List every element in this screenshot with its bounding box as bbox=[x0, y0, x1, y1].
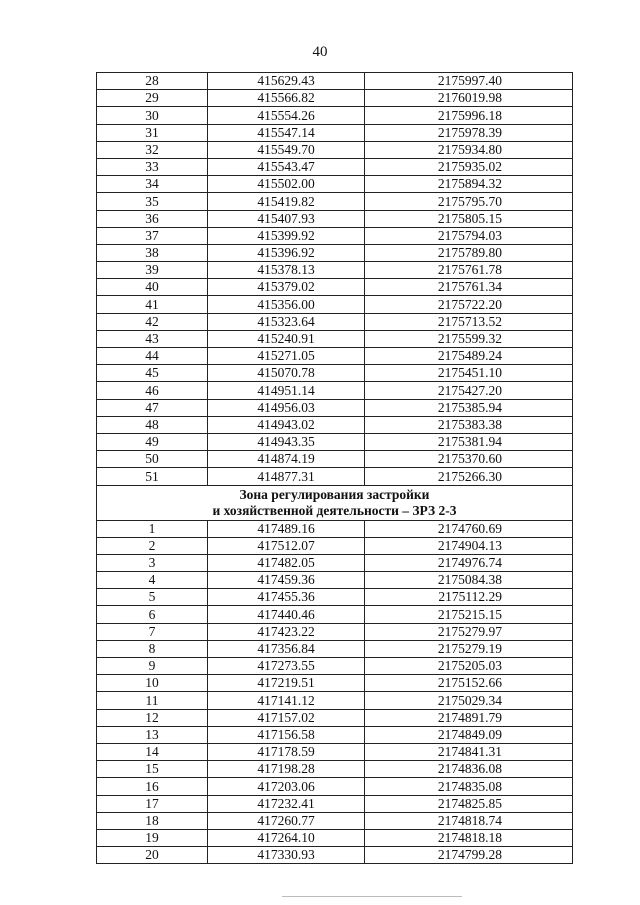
y-coordinate-cell: 2174818.18 bbox=[365, 829, 573, 846]
point-number-cell: 8 bbox=[97, 640, 208, 657]
y-coordinate-cell: 2174891.79 bbox=[365, 709, 573, 726]
point-number-cell: 30 bbox=[97, 107, 208, 124]
zone-title-line2: и хозяйственной деятельности – ЗРЗ 2-3 bbox=[212, 502, 457, 518]
y-coordinate-cell: 2175370.60 bbox=[365, 451, 573, 468]
table-row bbox=[97, 416, 573, 433]
point-number-cell: 13 bbox=[97, 726, 208, 743]
point-number-cell: 16 bbox=[97, 778, 208, 795]
point-number-cell: 35 bbox=[97, 193, 208, 210]
point-number-cell: 33 bbox=[97, 158, 208, 175]
table-row bbox=[97, 124, 573, 141]
x-coordinate-cell: 415356.00 bbox=[208, 296, 365, 313]
point-number-cell: 29 bbox=[97, 90, 208, 107]
y-coordinate-cell: 2175279.19 bbox=[365, 640, 573, 657]
x-coordinate-cell: 415407.93 bbox=[208, 210, 365, 227]
x-coordinate-cell: 417157.02 bbox=[208, 709, 365, 726]
point-number-cell: 31 bbox=[97, 124, 208, 141]
table-row bbox=[97, 382, 573, 399]
y-coordinate-cell: 2175935.02 bbox=[365, 158, 573, 175]
x-coordinate-cell: 415554.26 bbox=[208, 107, 365, 124]
y-coordinate-cell: 2175385.94 bbox=[365, 399, 573, 416]
point-number-cell: 45 bbox=[97, 365, 208, 382]
y-coordinate-cell: 2175722.20 bbox=[365, 296, 573, 313]
table-row bbox=[97, 468, 573, 485]
table-row bbox=[97, 141, 573, 158]
y-coordinate-cell: 2175761.78 bbox=[365, 262, 573, 279]
point-number-cell: 10 bbox=[97, 675, 208, 692]
table-row bbox=[97, 829, 573, 846]
x-coordinate-cell: 417219.51 bbox=[208, 675, 365, 692]
x-coordinate-cell: 417141.12 bbox=[208, 692, 365, 709]
table-row bbox=[97, 73, 573, 90]
point-number-cell: 40 bbox=[97, 279, 208, 296]
table-row bbox=[97, 589, 573, 606]
zone-title-line1: Зона регулирования застройки bbox=[239, 486, 430, 502]
bottom-rule bbox=[282, 896, 462, 897]
y-coordinate-cell: 2175205.03 bbox=[365, 658, 573, 675]
y-coordinate-cell: 2175794.03 bbox=[365, 227, 573, 244]
table-row bbox=[97, 313, 573, 330]
table-row bbox=[97, 812, 573, 829]
x-coordinate-cell: 415543.47 bbox=[208, 158, 365, 175]
y-coordinate-cell: 2175427.20 bbox=[365, 382, 573, 399]
x-coordinate-cell: 417356.84 bbox=[208, 640, 365, 657]
y-coordinate-cell: 2174825.85 bbox=[365, 795, 573, 812]
x-coordinate-cell: 415547.14 bbox=[208, 124, 365, 141]
point-number-cell: 5 bbox=[97, 589, 208, 606]
y-coordinate-cell: 2175489.24 bbox=[365, 348, 573, 365]
y-coordinate-cell: 2174836.08 bbox=[365, 761, 573, 778]
table-row bbox=[97, 193, 573, 210]
point-number-cell: 39 bbox=[97, 262, 208, 279]
x-coordinate-cell: 417198.28 bbox=[208, 761, 365, 778]
point-number-cell: 28 bbox=[97, 73, 208, 90]
point-number-cell: 38 bbox=[97, 244, 208, 261]
y-coordinate-cell: 2174841.31 bbox=[365, 743, 573, 760]
y-coordinate-cell: 2175996.18 bbox=[365, 107, 573, 124]
table-row bbox=[97, 90, 573, 107]
x-coordinate-cell: 417512.07 bbox=[208, 537, 365, 554]
x-coordinate-cell: 417482.05 bbox=[208, 554, 365, 571]
y-coordinate-cell: 2175934.80 bbox=[365, 141, 573, 158]
table-row bbox=[97, 348, 573, 365]
point-number-cell: 9 bbox=[97, 658, 208, 675]
x-coordinate-cell: 414956.03 bbox=[208, 399, 365, 416]
table-row bbox=[97, 176, 573, 193]
table-row bbox=[97, 554, 573, 571]
y-coordinate-cell: 2175795.70 bbox=[365, 193, 573, 210]
point-number-cell: 47 bbox=[97, 399, 208, 416]
table-row bbox=[97, 572, 573, 589]
point-number-cell: 41 bbox=[97, 296, 208, 313]
table-row bbox=[97, 330, 573, 347]
point-number-cell: 17 bbox=[97, 795, 208, 812]
y-coordinate-cell: 2174760.69 bbox=[365, 520, 573, 537]
x-coordinate-cell: 415566.82 bbox=[208, 90, 365, 107]
point-number-cell: 46 bbox=[97, 382, 208, 399]
y-coordinate-cell: 2175789.80 bbox=[365, 244, 573, 261]
table-row bbox=[97, 795, 573, 812]
y-coordinate-cell: 2175894.32 bbox=[365, 176, 573, 193]
point-number-cell: 32 bbox=[97, 141, 208, 158]
table-row bbox=[97, 433, 573, 450]
point-number-cell: 14 bbox=[97, 743, 208, 760]
y-coordinate-cell: 2175978.39 bbox=[365, 124, 573, 141]
x-coordinate-cell: 417273.55 bbox=[208, 658, 365, 675]
point-number-cell: 15 bbox=[97, 761, 208, 778]
point-number-cell: 20 bbox=[97, 847, 208, 864]
table-row bbox=[97, 692, 573, 709]
y-coordinate-cell: 2175152.66 bbox=[365, 675, 573, 692]
point-number-cell: 1 bbox=[97, 520, 208, 537]
x-coordinate-cell: 415549.70 bbox=[208, 141, 365, 158]
y-coordinate-cell: 2175599.32 bbox=[365, 330, 573, 347]
x-coordinate-cell: 415323.64 bbox=[208, 313, 365, 330]
table-row bbox=[97, 743, 573, 760]
y-coordinate-cell: 2175084.38 bbox=[365, 572, 573, 589]
y-coordinate-cell: 2174849.09 bbox=[365, 726, 573, 743]
x-coordinate-cell: 415070.78 bbox=[208, 365, 365, 382]
table-row bbox=[97, 399, 573, 416]
table-row bbox=[97, 158, 573, 175]
x-coordinate-cell: 417440.46 bbox=[208, 606, 365, 623]
point-number-cell: 19 bbox=[97, 829, 208, 846]
point-number-cell: 42 bbox=[97, 313, 208, 330]
x-coordinate-cell: 417455.36 bbox=[208, 589, 365, 606]
table-row bbox=[97, 227, 573, 244]
x-coordinate-cell: 415502.00 bbox=[208, 176, 365, 193]
point-number-cell: 3 bbox=[97, 554, 208, 571]
table-row bbox=[97, 709, 573, 726]
table-row bbox=[97, 365, 573, 382]
x-coordinate-cell: 414877.31 bbox=[208, 468, 365, 485]
point-number-cell: 37 bbox=[97, 227, 208, 244]
y-coordinate-cell: 2175381.94 bbox=[365, 433, 573, 450]
point-number-cell: 50 bbox=[97, 451, 208, 468]
y-coordinate-cell: 2174818.74 bbox=[365, 812, 573, 829]
table-row bbox=[97, 537, 573, 554]
table-row bbox=[97, 623, 573, 640]
table-row bbox=[97, 606, 573, 623]
y-coordinate-cell: 2174904.13 bbox=[365, 537, 573, 554]
point-number-cell: 18 bbox=[97, 812, 208, 829]
y-coordinate-cell: 2175029.34 bbox=[365, 692, 573, 709]
y-coordinate-cell: 2175805.15 bbox=[365, 210, 573, 227]
table-row bbox=[97, 262, 573, 279]
x-coordinate-cell: 417423.22 bbox=[208, 623, 365, 640]
x-coordinate-cell: 414874.19 bbox=[208, 451, 365, 468]
y-coordinate-cell: 2175451.10 bbox=[365, 365, 573, 382]
x-coordinate-cell: 417156.58 bbox=[208, 726, 365, 743]
table-row bbox=[97, 726, 573, 743]
point-number-cell: 6 bbox=[97, 606, 208, 623]
x-coordinate-cell: 415629.43 bbox=[208, 73, 365, 90]
point-number-cell: 4 bbox=[97, 572, 208, 589]
x-coordinate-cell: 417489.16 bbox=[208, 520, 365, 537]
point-number-cell: 2 bbox=[97, 537, 208, 554]
x-coordinate-cell: 417330.93 bbox=[208, 847, 365, 864]
point-number-cell: 44 bbox=[97, 348, 208, 365]
x-coordinate-cell: 415271.05 bbox=[208, 348, 365, 365]
x-coordinate-cell: 417203.06 bbox=[208, 778, 365, 795]
table-row bbox=[97, 279, 573, 296]
x-coordinate-cell: 415240.91 bbox=[208, 330, 365, 347]
point-number-cell: 43 bbox=[97, 330, 208, 347]
point-number-cell: 49 bbox=[97, 433, 208, 450]
point-number-cell: 51 bbox=[97, 468, 208, 485]
x-coordinate-cell: 414943.35 bbox=[208, 433, 365, 450]
table-row bbox=[97, 778, 573, 795]
coordinates-table bbox=[96, 72, 573, 864]
y-coordinate-cell: 2175383.38 bbox=[365, 416, 573, 433]
point-number-cell: 11 bbox=[97, 692, 208, 709]
table-row bbox=[97, 658, 573, 675]
table-row bbox=[97, 451, 573, 468]
x-coordinate-cell: 417260.77 bbox=[208, 812, 365, 829]
x-coordinate-cell: 417232.41 bbox=[208, 795, 365, 812]
y-coordinate-cell: 2175761.34 bbox=[365, 279, 573, 296]
y-coordinate-cell: 2174835.08 bbox=[365, 778, 573, 795]
point-number-cell: 48 bbox=[97, 416, 208, 433]
table-row bbox=[97, 847, 573, 864]
x-coordinate-cell: 417264.10 bbox=[208, 829, 365, 846]
table-row bbox=[97, 675, 573, 692]
zone-header-row bbox=[97, 485, 573, 520]
table-row bbox=[97, 761, 573, 778]
table-row bbox=[97, 244, 573, 261]
y-coordinate-cell: 2176019.98 bbox=[365, 90, 573, 107]
table-row bbox=[97, 107, 573, 124]
page-number: 40 bbox=[312, 44, 328, 60]
table-row bbox=[97, 210, 573, 227]
x-coordinate-cell: 414951.14 bbox=[208, 382, 365, 399]
y-coordinate-cell: 2174799.28 bbox=[365, 847, 573, 864]
y-coordinate-cell: 2175279.97 bbox=[365, 623, 573, 640]
x-coordinate-cell: 414943.02 bbox=[208, 416, 365, 433]
point-number-cell: 12 bbox=[97, 709, 208, 726]
y-coordinate-cell: 2175112.29 bbox=[365, 589, 573, 606]
x-coordinate-cell: 415419.82 bbox=[208, 193, 365, 210]
table-row bbox=[97, 296, 573, 313]
x-coordinate-cell: 415396.92 bbox=[208, 244, 365, 261]
table-row bbox=[97, 520, 573, 537]
y-coordinate-cell: 2175215.15 bbox=[365, 606, 573, 623]
y-coordinate-cell: 2175266.30 bbox=[365, 468, 573, 485]
y-coordinate-cell: 2175997.40 bbox=[365, 73, 573, 90]
point-number-cell: 36 bbox=[97, 210, 208, 227]
point-number-cell: 34 bbox=[97, 176, 208, 193]
x-coordinate-cell: 417459.36 bbox=[208, 572, 365, 589]
zone-title bbox=[97, 485, 573, 520]
y-coordinate-cell: 2175713.52 bbox=[365, 313, 573, 330]
x-coordinate-cell: 415378.13 bbox=[208, 262, 365, 279]
x-coordinate-cell: 415379.02 bbox=[208, 279, 365, 296]
x-coordinate-cell: 417178.59 bbox=[208, 743, 365, 760]
table-row bbox=[97, 640, 573, 657]
point-number-cell: 7 bbox=[97, 623, 208, 640]
x-coordinate-cell: 415399.92 bbox=[208, 227, 365, 244]
y-coordinate-cell: 2174976.74 bbox=[365, 554, 573, 571]
